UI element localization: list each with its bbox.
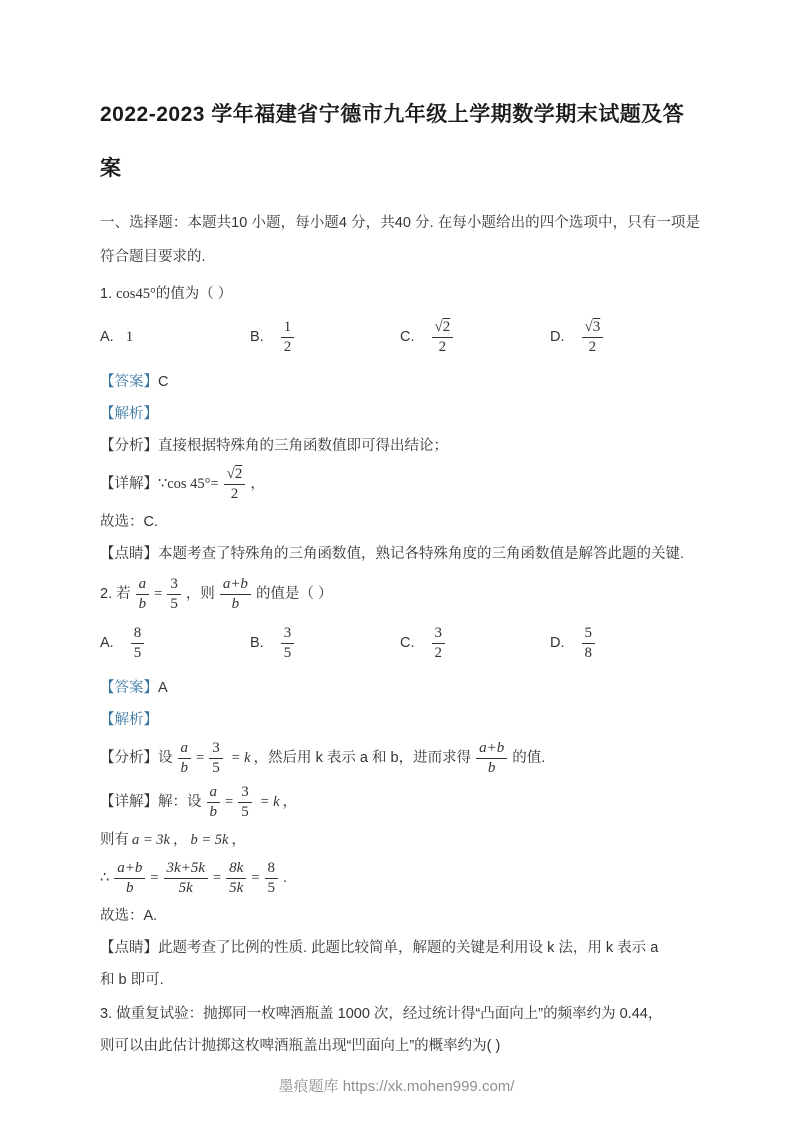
- fraction-denominator: 5: [170, 595, 178, 612]
- formula-text: b = 5k: [190, 832, 229, 848]
- option-d: [550, 319, 700, 356]
- formula-text: a = 3k: [132, 832, 170, 848]
- option-label: A.: [100, 329, 114, 345]
- fraction: [224, 466, 246, 503]
- watermark-footer: 墨痕题库 https://xk.mohen999.com/: [278, 1078, 515, 1095]
- fraction: [226, 860, 246, 897]
- fraction: [209, 740, 223, 777]
- fraction: [281, 625, 295, 662]
- question-3-stem-line-2: 则可以由此估计抛掷这枚啤酒瓶盖出现“凹面向上”的概率约为( ): [100, 1038, 501, 1054]
- fraction-numerator: 8: [265, 860, 279, 879]
- fraction: [432, 625, 446, 662]
- fraction-denominator: 2: [438, 338, 447, 355]
- option-label: C.: [400, 635, 415, 651]
- step-text: 则有: [100, 832, 129, 848]
- q2-conclusion-line: 故选：A.: [100, 908, 158, 924]
- jiexi-tag: 【解析】: [100, 712, 158, 728]
- fenxi-tag: 【分析】: [100, 438, 158, 454]
- fraction-denominator: 2: [283, 338, 292, 355]
- sqrt-sign: √: [584, 318, 593, 335]
- q2-xiangjie-line: [100, 780, 700, 824]
- question-1-text: 的值为（ ）: [155, 286, 233, 302]
- fraction-numerator: 3: [238, 784, 252, 803]
- answer-value: A: [158, 680, 168, 696]
- fraction-denominator: 5: [212, 759, 220, 776]
- fraction: [582, 319, 604, 356]
- question-1-stem: [100, 278, 700, 310]
- question-1-formula: cos45°: [116, 286, 156, 302]
- fraction: [265, 860, 279, 897]
- option-label: D.: [550, 329, 565, 345]
- fraction-numerator: 3: [167, 576, 181, 595]
- fraction-denominator: b: [209, 803, 217, 820]
- fraction-denominator: b: [138, 595, 147, 612]
- fenxi-text: 直接根据特殊角的三角函数值即可得出结论；: [158, 438, 448, 454]
- fraction-numerator: 3: [432, 625, 446, 644]
- option-value: 1: [125, 328, 134, 345]
- fraction: [238, 784, 252, 821]
- dianjing-tag: 【点睛】: [100, 940, 158, 956]
- fraction-numerator: 3: [209, 740, 223, 759]
- fraction-numerator: a: [207, 784, 221, 803]
- fraction-denominator: 2: [230, 485, 239, 502]
- fraction: [178, 740, 192, 777]
- fraction-numerator: 8k: [226, 860, 246, 879]
- q2-dianjing-line-1: [100, 932, 700, 964]
- fraction: [220, 576, 251, 613]
- fraction-denominator: 5: [267, 879, 276, 896]
- page-title: 2022-2023 学年福建省宁德市九年级上学期数学期末试题及答案: [100, 103, 685, 180]
- question-2-stem: [100, 572, 700, 616]
- fraction-numerator: [582, 319, 604, 338]
- fraction-numerator: [432, 319, 454, 338]
- fenxi-text: ，然后用 k 表示 a 和 b，进而求得: [253, 750, 472, 766]
- fraction-numerator: 3k+5k: [164, 860, 208, 879]
- question-1-options: [100, 312, 700, 362]
- option-a: [100, 625, 250, 662]
- option-label: A.: [100, 635, 114, 651]
- dianjing-text: 此题考查了比例的性质. 此题比较简单，解题的关键是利用设 k 法，用 k 表示 a: [158, 940, 659, 956]
- option-label: D.: [550, 635, 565, 651]
- jiexi-tag: 【解析】: [100, 406, 158, 422]
- radicand: 3: [592, 318, 601, 335]
- radicand: 2: [234, 465, 243, 482]
- q2-answer-line: [100, 672, 700, 704]
- answer-value: C: [158, 374, 169, 390]
- answer-tag: 【答案】: [100, 374, 158, 390]
- fraction-numerator: a: [178, 740, 192, 759]
- option-c: [400, 625, 550, 662]
- section-header: 一、选择题：本题共10 小题，每小题4 分，共40 分. 在每小题给出的四个选项中，只有一项是符合题目要求的.: [100, 215, 700, 265]
- option-b: [250, 625, 400, 662]
- equals-sign: =: [154, 586, 163, 602]
- fraction-numerator: 8: [131, 625, 145, 644]
- fraction: [476, 740, 507, 777]
- fraction-numerator: 1: [281, 319, 295, 338]
- fraction-numerator: 3: [281, 625, 295, 644]
- fraction: [131, 625, 145, 662]
- punctuation: ，: [282, 794, 298, 810]
- equals-sign: =: [212, 870, 222, 886]
- fraction-denominator: b: [487, 759, 496, 776]
- dianjing-tag: 【点睛】: [100, 546, 158, 562]
- dianjing-text: 本题考查了特殊角的三角函数值，熟记各特殊角度的三角函数值是解答此题的关键.: [158, 546, 685, 562]
- radicand: 2: [442, 318, 451, 335]
- formula-text: ∵cos 45°=: [158, 476, 219, 492]
- sqrt-sign: √: [434, 318, 443, 335]
- answer-tag: 【答案】: [100, 680, 158, 696]
- fraction-numerator: [224, 466, 246, 485]
- formula-text: = k: [230, 750, 251, 766]
- option-label: B.: [250, 635, 264, 651]
- option-label: C.: [400, 329, 415, 345]
- fraction-denominator: 5: [241, 803, 249, 820]
- sqrt-sign: √: [226, 465, 235, 482]
- q2-jiexi-line: [100, 704, 700, 736]
- equals-sign: =: [225, 794, 234, 810]
- fraction-numerator: a+b: [220, 576, 251, 595]
- question-3-stem-line-1: 3. 做重复试验：抛掷同一枚啤酒瓶盖 1000 次，经过统计得“凸面向上”的频率约为 0.44，: [100, 1006, 663, 1022]
- question-2-options: [100, 618, 700, 668]
- fraction-numerator: 5: [582, 625, 596, 644]
- fraction: [281, 319, 295, 356]
- fraction: [167, 576, 181, 613]
- option-d: [550, 625, 700, 662]
- question-2-text: 的值是（ ）: [255, 586, 333, 602]
- option-c: [400, 319, 550, 356]
- punctuation: ，: [172, 832, 188, 848]
- q1-dianjing-line: [100, 538, 700, 570]
- xiangjie-tag: 【详解】: [100, 476, 158, 492]
- fenxi-text: 设: [158, 750, 173, 766]
- fraction: [114, 860, 145, 897]
- question-2-text: 2. 若: [100, 586, 131, 602]
- option-a: [100, 329, 250, 346]
- fraction-denominator: 2: [588, 338, 597, 355]
- q2-step-line: [100, 824, 700, 856]
- fraction-denominator: b: [180, 759, 188, 776]
- option-b: [250, 319, 400, 356]
- q1-answer-line: [100, 366, 700, 398]
- fraction-denominator: b: [126, 879, 134, 896]
- fraction: [207, 784, 221, 821]
- question-1-number: 1.: [100, 286, 113, 302]
- fenxi-text: 的值.: [512, 750, 546, 766]
- fraction-denominator: 5k: [178, 879, 193, 896]
- fraction-denominator: 2: [434, 644, 442, 661]
- fraction-denominator: 8: [584, 644, 592, 661]
- xiangjie-text: 解：设: [158, 794, 202, 810]
- equals-sign: =: [251, 870, 260, 886]
- fraction: [582, 625, 596, 662]
- q2-therefore-line: [100, 856, 700, 900]
- fraction: [164, 860, 208, 897]
- fraction: [432, 319, 454, 356]
- fraction-denominator: 5k: [229, 879, 244, 896]
- option-label: B.: [250, 329, 264, 345]
- formula-text: = k: [259, 794, 280, 810]
- punctuation: .: [283, 870, 288, 886]
- fraction: [136, 576, 150, 613]
- xiangjie-tag: 【详解】: [100, 794, 158, 810]
- fenxi-tag: 【分析】: [100, 750, 158, 766]
- punctuation: ，: [250, 476, 265, 492]
- q1-fenxi-line: [100, 430, 700, 462]
- q2-dianjing-line-2: 和 b 即可.: [100, 972, 164, 988]
- fraction-numerator: a+b: [114, 860, 145, 879]
- fraction-numerator: a+b: [476, 740, 507, 759]
- q1-jiexi-line: [100, 398, 700, 430]
- q2-fenxi-line: [100, 736, 700, 780]
- therefore-sign: ∴: [100, 870, 110, 886]
- equals-sign: =: [196, 750, 205, 766]
- fraction-denominator: b: [231, 595, 240, 612]
- equals-sign: =: [150, 870, 159, 886]
- fraction-denominator: 5: [133, 644, 142, 661]
- punctuation: ，: [231, 832, 246, 848]
- fraction-numerator: a: [136, 576, 150, 595]
- q1-xiangjie-line: [100, 462, 700, 506]
- fraction-denominator: 5: [283, 644, 292, 661]
- q1-conclusion-line: 故选：C.: [100, 514, 158, 530]
- question-2-text: ，则: [185, 586, 215, 602]
